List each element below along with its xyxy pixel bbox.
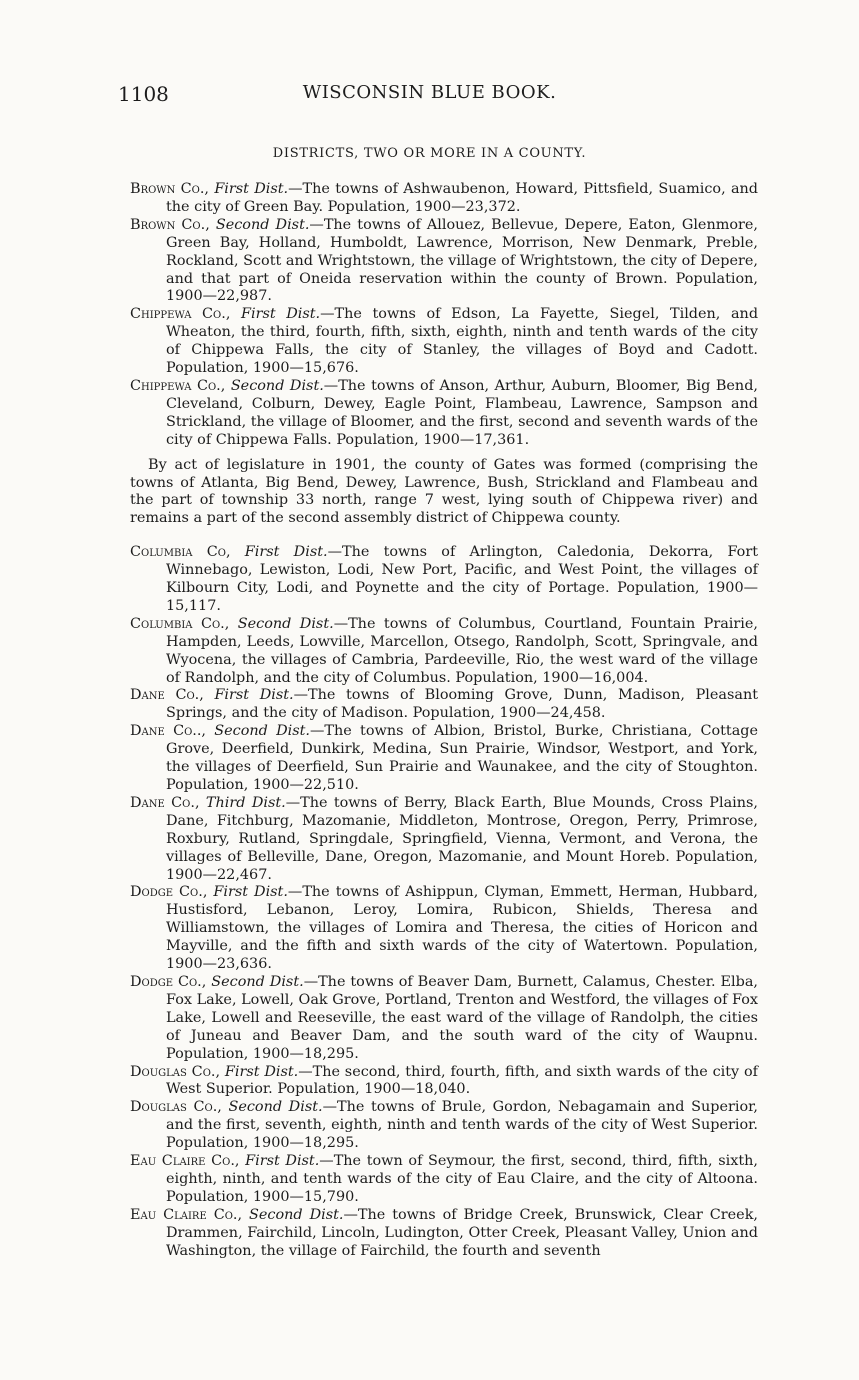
county-name: Eau Claire Co., [130,1206,243,1223]
district-entry [130,1207,758,1261]
district-description: —The towns of Columbus, Courtland, Fountain Prairie, Hampden, Leeds, Lowville, Marcellon, Otsego, Randolph, Scott, Springvale, and Wyocena, the villages of Cambria, Pardeeville, Rio, the west ward of the village of Randolph, and the city of Columbus. Population, 1900—16,004. [166,615,758,686]
district-entry [130,687,758,723]
district-description: —The towns of Albion, Bristol, Burke, Christiana, Cottage Grove, Deerfield, Dunkirk, Medina, Sun Prairie, Windsor, Westport, and York, the villages of Deerfield, Sun Prairie and Waunakee, and the city of Stoughton. Population, 1900—22,510. [166,723,759,793]
district-description: —The towns of Arlington, Caledonia, Dekorra, Fort Winnebago, Lewiston, Lodi, New Port, Pacific, and West Point, the villages of Kilbourn City, Lodi, and Poynette and the city of Portage. Population, 1900—15,117. [166,544,759,614]
county-name: Douglas Co., [130,1063,221,1080]
district-entry [130,1099,758,1153]
district-description: —The towns of Ashippun, Clyman, Emmett, Herman, Hubbard, Hustisford, Lebanon, Leroy, Lomira, Rubicon, Shields, Theresa and Williamstown, the villages of Lomira and Theresa, the cities of Horicon and Mayville, and the fifth and sixth wards of the city of Watertown. Population, 1900—23,636. [166,884,759,973]
district-name: First Dist. [224,1063,299,1080]
district-name: Second Dist. [215,216,310,233]
county-name: Douglas Co., [130,1099,222,1116]
district-description: —The towns of Bridge Creek, Brunswick, Clear Creek, Drammen, Fairchild, Lincoln, Ludington, Otter Creek, Pleasant Valley, Union and Washington, the village of Fairchild, the fourth and seventh [166,1206,758,1259]
district-entry [130,1064,758,1100]
district-entry [130,217,758,307]
district-name: First Dist. [214,687,294,704]
county-name: Dane Co., [130,687,204,704]
district-name: Second Dist. [211,973,304,990]
district-group-b [130,544,758,1260]
county-name: Dane Co., [130,794,200,811]
district-entry [130,378,758,450]
district-name: First Dist. [241,306,321,323]
district-description: —The towns of Blooming Grove, Dunn, Madison, Pleasant Springs, and the city of Madison. Population, 1900—24,458. [166,687,759,722]
county-name: Brown Co., [130,181,209,197]
district-name: First Dist. [213,884,288,901]
district-entry [130,616,758,688]
district-entry [130,974,758,1064]
district-description: —The towns of Anson, Arthur, Auburn, Bloomer, Big Bend, Cleveland, Colburn, Dewey, Eagle Point, Flambeau, Lawrence, Sampson and Strickland, the village of Bloomer, and the first, second and seventh wards of the city of Chippewa Falls. Population, 1900—17,361. [166,377,758,448]
district-entry [130,181,758,217]
district-entry [130,884,758,974]
gates-county-note: By act of legislature in 1901, the county of Gates was formed (comprising the towns of Atlanta, Big Bend, Dewey, Lawrence, Bush, Strickland and Flambeau and the part of township 33 north, range 7 west, lying south of Chippewa river) and remains a part of the second assembly district of Chippewa county. [130,456,758,527]
county-name: Chippewa Co., [130,306,231,323]
district-name: First Dist. [214,181,289,197]
district-description: —The second, third, fourth, fifth, and sixth wards of the city of West Superior. Population, 1900—18,040. [166,1063,758,1098]
page-number: 1108 [118,82,169,106]
district-entry [130,306,758,378]
district-description: —The towns of Brule, Gordon, Nebagamain and Superior, and the first, seventh, eighth, ninth and tenth wards of the city of West Superior. Population, 1900—18,295. [166,1099,758,1152]
district-description: —The towns of Beaver Dam, Burnett, Calamus, Chester. Elba, Fox Lake, Lowell, Oak Grove, Portland, Trenton and Westford, the villages of Fox Lake, Lowell and Reeseville, the east ward of the village of Randolph, the cities of Juneau and Beaver Dam, and the south ward of the city of Waupnu. Population, 1900—18,295. [166,973,758,1062]
district-name: Second Dist. [230,377,324,394]
county-name: Eau Claire Co., [130,1153,240,1170]
district-description: —The towns of Edson, La Fayette, Siegel, Tilden, and Wheaton, the third, fourth, fifth, sixth, eighth, ninth and tenth wards of the city of Chippewa Falls, the city of Stanley, the villages of Boyd and Cadott. Population, 1900—15,676. [166,306,759,377]
district-name: First Dist. [245,1153,320,1170]
district-name: Second Dist. [249,1206,344,1223]
district-description: —The towns of Ashwaubenon, Howard, Pittsfield, Suamico, and the city of Green Bay. Population, 1900—23,372. [166,181,759,215]
district-name: Second Dist. [228,1099,323,1116]
county-name: Columbia Co., [130,615,230,632]
district-name: Second Dist. [237,615,334,632]
county-name: Brown Co., [130,216,210,233]
county-name: Dane Co.., [130,723,207,740]
district-entry [130,544,758,616]
district-description: —The towns of Berry, Black Earth, Blue Mounds, Cross Plains, Dane, Fitchburg, Mazomanie, Middleton, Montrose, Oregon, Perry, Primrose, Roxbury, Rutland, Springdale, Springfield, Vienna, Vermont, and Verona, the villages of Belleville, Dane, Oregon, Mazomanie, and Mount Horeb. Population, 1900—22,467. [166,794,758,883]
county-name: Dodge Co., [130,973,207,990]
district-entry [130,723,758,795]
district-entry [130,795,758,885]
county-name: Columbia Co, [130,544,231,561]
running-head: WISCONSIN BLUE BOOK. [302,82,557,103]
district-name: Third Dist. [205,794,286,811]
county-name: Dodge Co., [130,884,208,901]
district-description: —The town of Seymour, the first, second, third, fifth, sixth, eighth, ninth, and tenth wards of the city of Eau Claire, and the city of Altoona. Population, 1900—15,790. [166,1153,758,1205]
county-name: Chippewa Co., [130,377,226,394]
district-name: Second Dist. [214,723,311,740]
page-header [0,82,859,110]
district-list [130,181,758,1260]
district-description: —The towns of Allouez, Bellevue, Depere, Eaton, Glenmore, Green Bay, Holland, Humboldt, Lawrence, Morrison, New Denmark, Preble, Rockland, Scott and Wrightstown, the village of Wrightstown, the city of Depere, and that part of Oneida reservation within the county of Brown. Population, 1900—22,987. [166,216,758,305]
district-group-a [130,181,758,450]
section-title: DISTRICTS, TWO OR MORE IN A COUNTY. [272,146,587,161]
district-entry [130,1153,758,1207]
district-name: First Dist. [244,544,328,561]
